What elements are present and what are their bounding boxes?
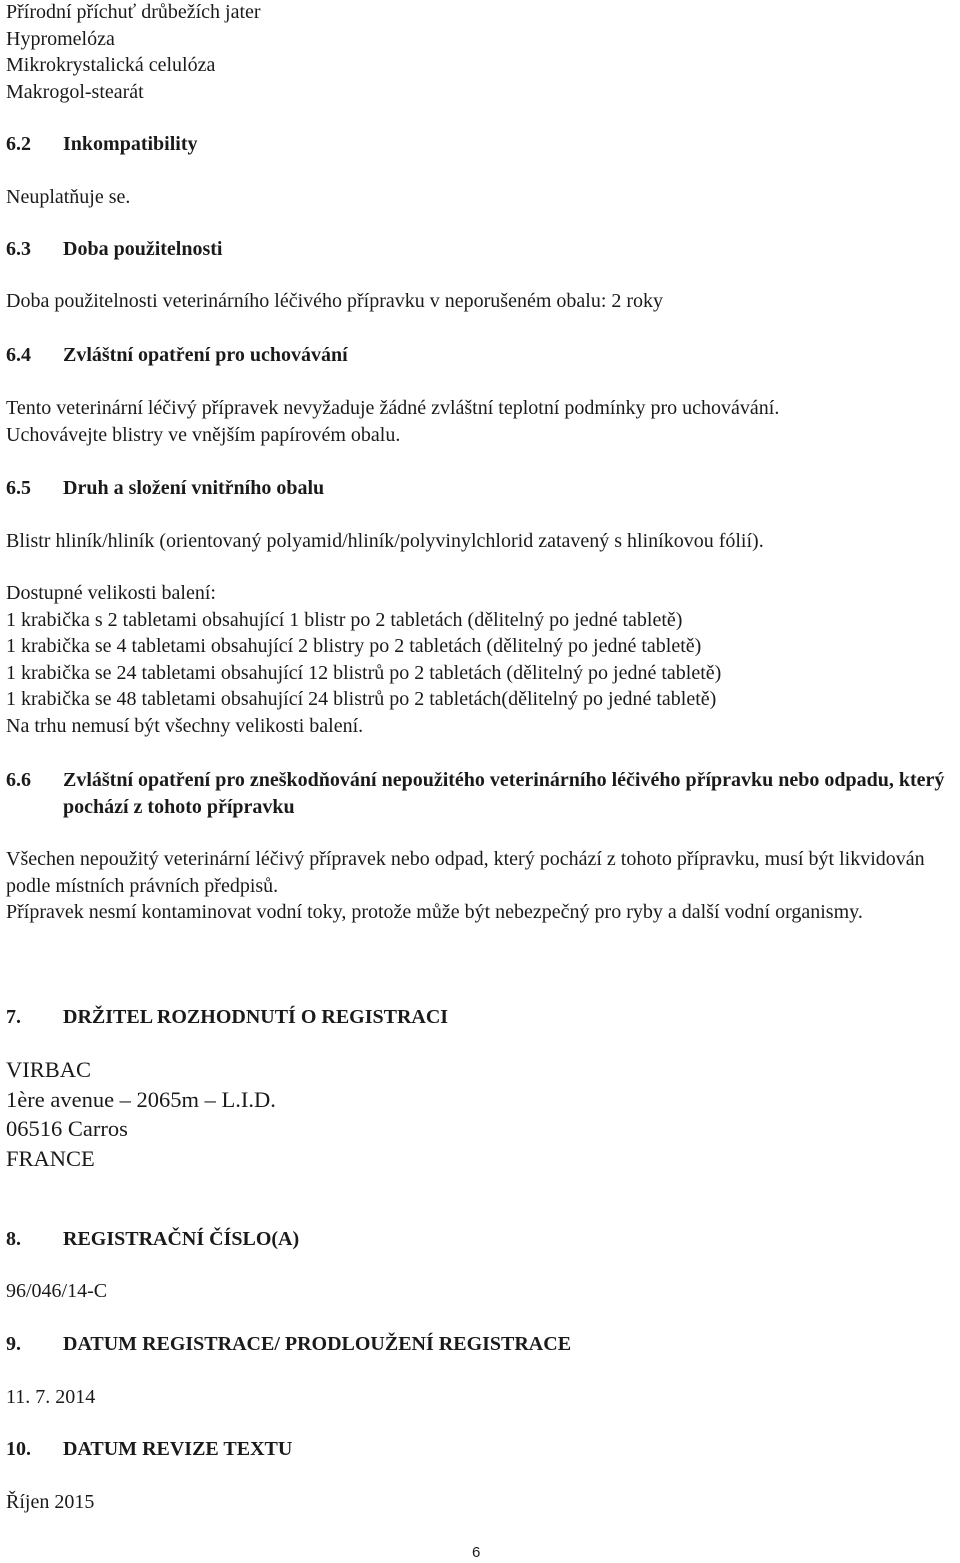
section-title: Inkompatibility xyxy=(63,133,198,155)
pack-size-item: 1 krabička s 2 tabletami obsahující 1 blistr po 2 tabletách (dělitelný po jedné tabletě) xyxy=(6,608,683,631)
section-6-4-heading xyxy=(6,342,348,369)
registration-date: 11. 7. 2014 xyxy=(6,1386,96,1408)
ingredient-list xyxy=(6,0,261,105)
storage-line: Tento veterinární léčivý přípravek nevyžaduje žádné zvláštní teplotní podmínky pro uchovávání. xyxy=(6,397,780,419)
revision-date: Říjen 2015 xyxy=(6,1491,95,1513)
section-6-6-heading xyxy=(6,767,946,820)
pack-sizes xyxy=(6,580,721,739)
section-number: 6.5 xyxy=(6,477,31,499)
section-title: REGISTRAČNÍ ČÍSLO(A) xyxy=(63,1228,300,1250)
holder-address xyxy=(6,1055,276,1173)
section-title: DATUM REVIZE TEXTU xyxy=(63,1438,293,1460)
storage-line: Uchovávejte blistry ve vnějším papírovém obalu. xyxy=(6,423,401,446)
section-6-3-heading xyxy=(6,236,222,263)
section-6-2-heading xyxy=(6,131,197,158)
section-number: 6.4 xyxy=(6,344,31,366)
section-number: 8. xyxy=(6,1228,21,1250)
pack-size-item: 1 krabička se 48 tabletami obsahující 24 blistrů po 2 tabletách(dělitelný po jedné tabletě) xyxy=(6,688,717,710)
ingredient-item: Přírodní příchuť drůbežích jater xyxy=(6,1,261,23)
section-number: 6.2 xyxy=(6,133,31,155)
section-title: Druh a složení vnitřního obalu xyxy=(63,477,325,499)
section-9-heading xyxy=(6,1331,571,1358)
section-title: Doba použitelnosti xyxy=(63,238,223,260)
ingredient-item: Mikrokrystalická celulóza xyxy=(6,54,216,76)
section-number: 7. xyxy=(6,1006,21,1028)
section-6-5-text: Blistr hliník/hliník (orientovaný polyamid/hliník/polyvinylchlorid zatavený s hliníkovou fólií). xyxy=(6,530,764,552)
section-title: Zvláštní opatření pro zneškodňování nepoužitého veterinárního léčivého přípravku nebo odpadu, který pochází z tohoto přípravku xyxy=(63,769,945,818)
section-title: Zvláštní opatření pro uchovávání xyxy=(63,344,348,366)
address-line: FRANCE xyxy=(6,1145,95,1171)
section-6-5-heading xyxy=(6,475,324,502)
address-line: 1ère avenue – 2065m – L.I.D. xyxy=(6,1086,276,1112)
section-number: 6.3 xyxy=(6,238,31,260)
registration-number: 96/046/14-C xyxy=(6,1280,108,1302)
section-8-heading xyxy=(6,1226,299,1253)
section-title: DATUM REGISTRACE/ PRODLOUŽENÍ REGISTRACE xyxy=(63,1333,572,1355)
section-number: 9. xyxy=(6,1333,21,1355)
ingredient-item: Makrogol-stearát xyxy=(6,80,144,103)
pack-size-item: 1 krabička se 4 tabletami obsahující 2 blistry po 2 tabletách (dělitelný po jedné tabletě) xyxy=(6,635,702,657)
pack-sizes-note: Na trhu nemusí být všechny velikosti balení. xyxy=(6,714,364,737)
section-title: DRŽITEL ROZHODNUTÍ O REGISTRACI xyxy=(63,1006,449,1028)
section-10-heading xyxy=(6,1436,292,1463)
section-6-4-text xyxy=(6,395,779,448)
page-number: 6 xyxy=(472,1544,481,1561)
address-line: 06516 Carros xyxy=(6,1116,128,1141)
section-6-6-para-2: Přípravek nesmí kontaminovat vodní toky, protože může být nebezpečný pro ryby a další vodní organismy. xyxy=(6,901,863,923)
address-line: VIRBAC xyxy=(6,1057,92,1082)
pack-size-item: 1 krabička se 24 tabletami obsahující 12 blistrů po 2 tabletách (dělitelný po jedné tabletě) xyxy=(6,661,722,684)
section-6-6-para-1: Všechen nepoužitý veterinární léčivý přípravek nebo odpad, který pochází z tohoto přípravku, musí být likvidován podle místních právních předpisů. xyxy=(6,848,925,897)
section-6-3-text: Doba použitelnosti veterinárního léčivého přípravku v neporušeném obalu: 2 roky xyxy=(6,290,664,312)
section-7-heading xyxy=(6,1004,448,1031)
pack-sizes-intro: Dostupné velikosti balení: xyxy=(6,582,216,604)
section-6-2-text: Neuplatňuje se. xyxy=(6,186,131,208)
section-number: 10. xyxy=(6,1438,31,1460)
section-number: 6.6 xyxy=(6,769,31,791)
ingredient-item: Hypromelóza xyxy=(6,27,115,50)
